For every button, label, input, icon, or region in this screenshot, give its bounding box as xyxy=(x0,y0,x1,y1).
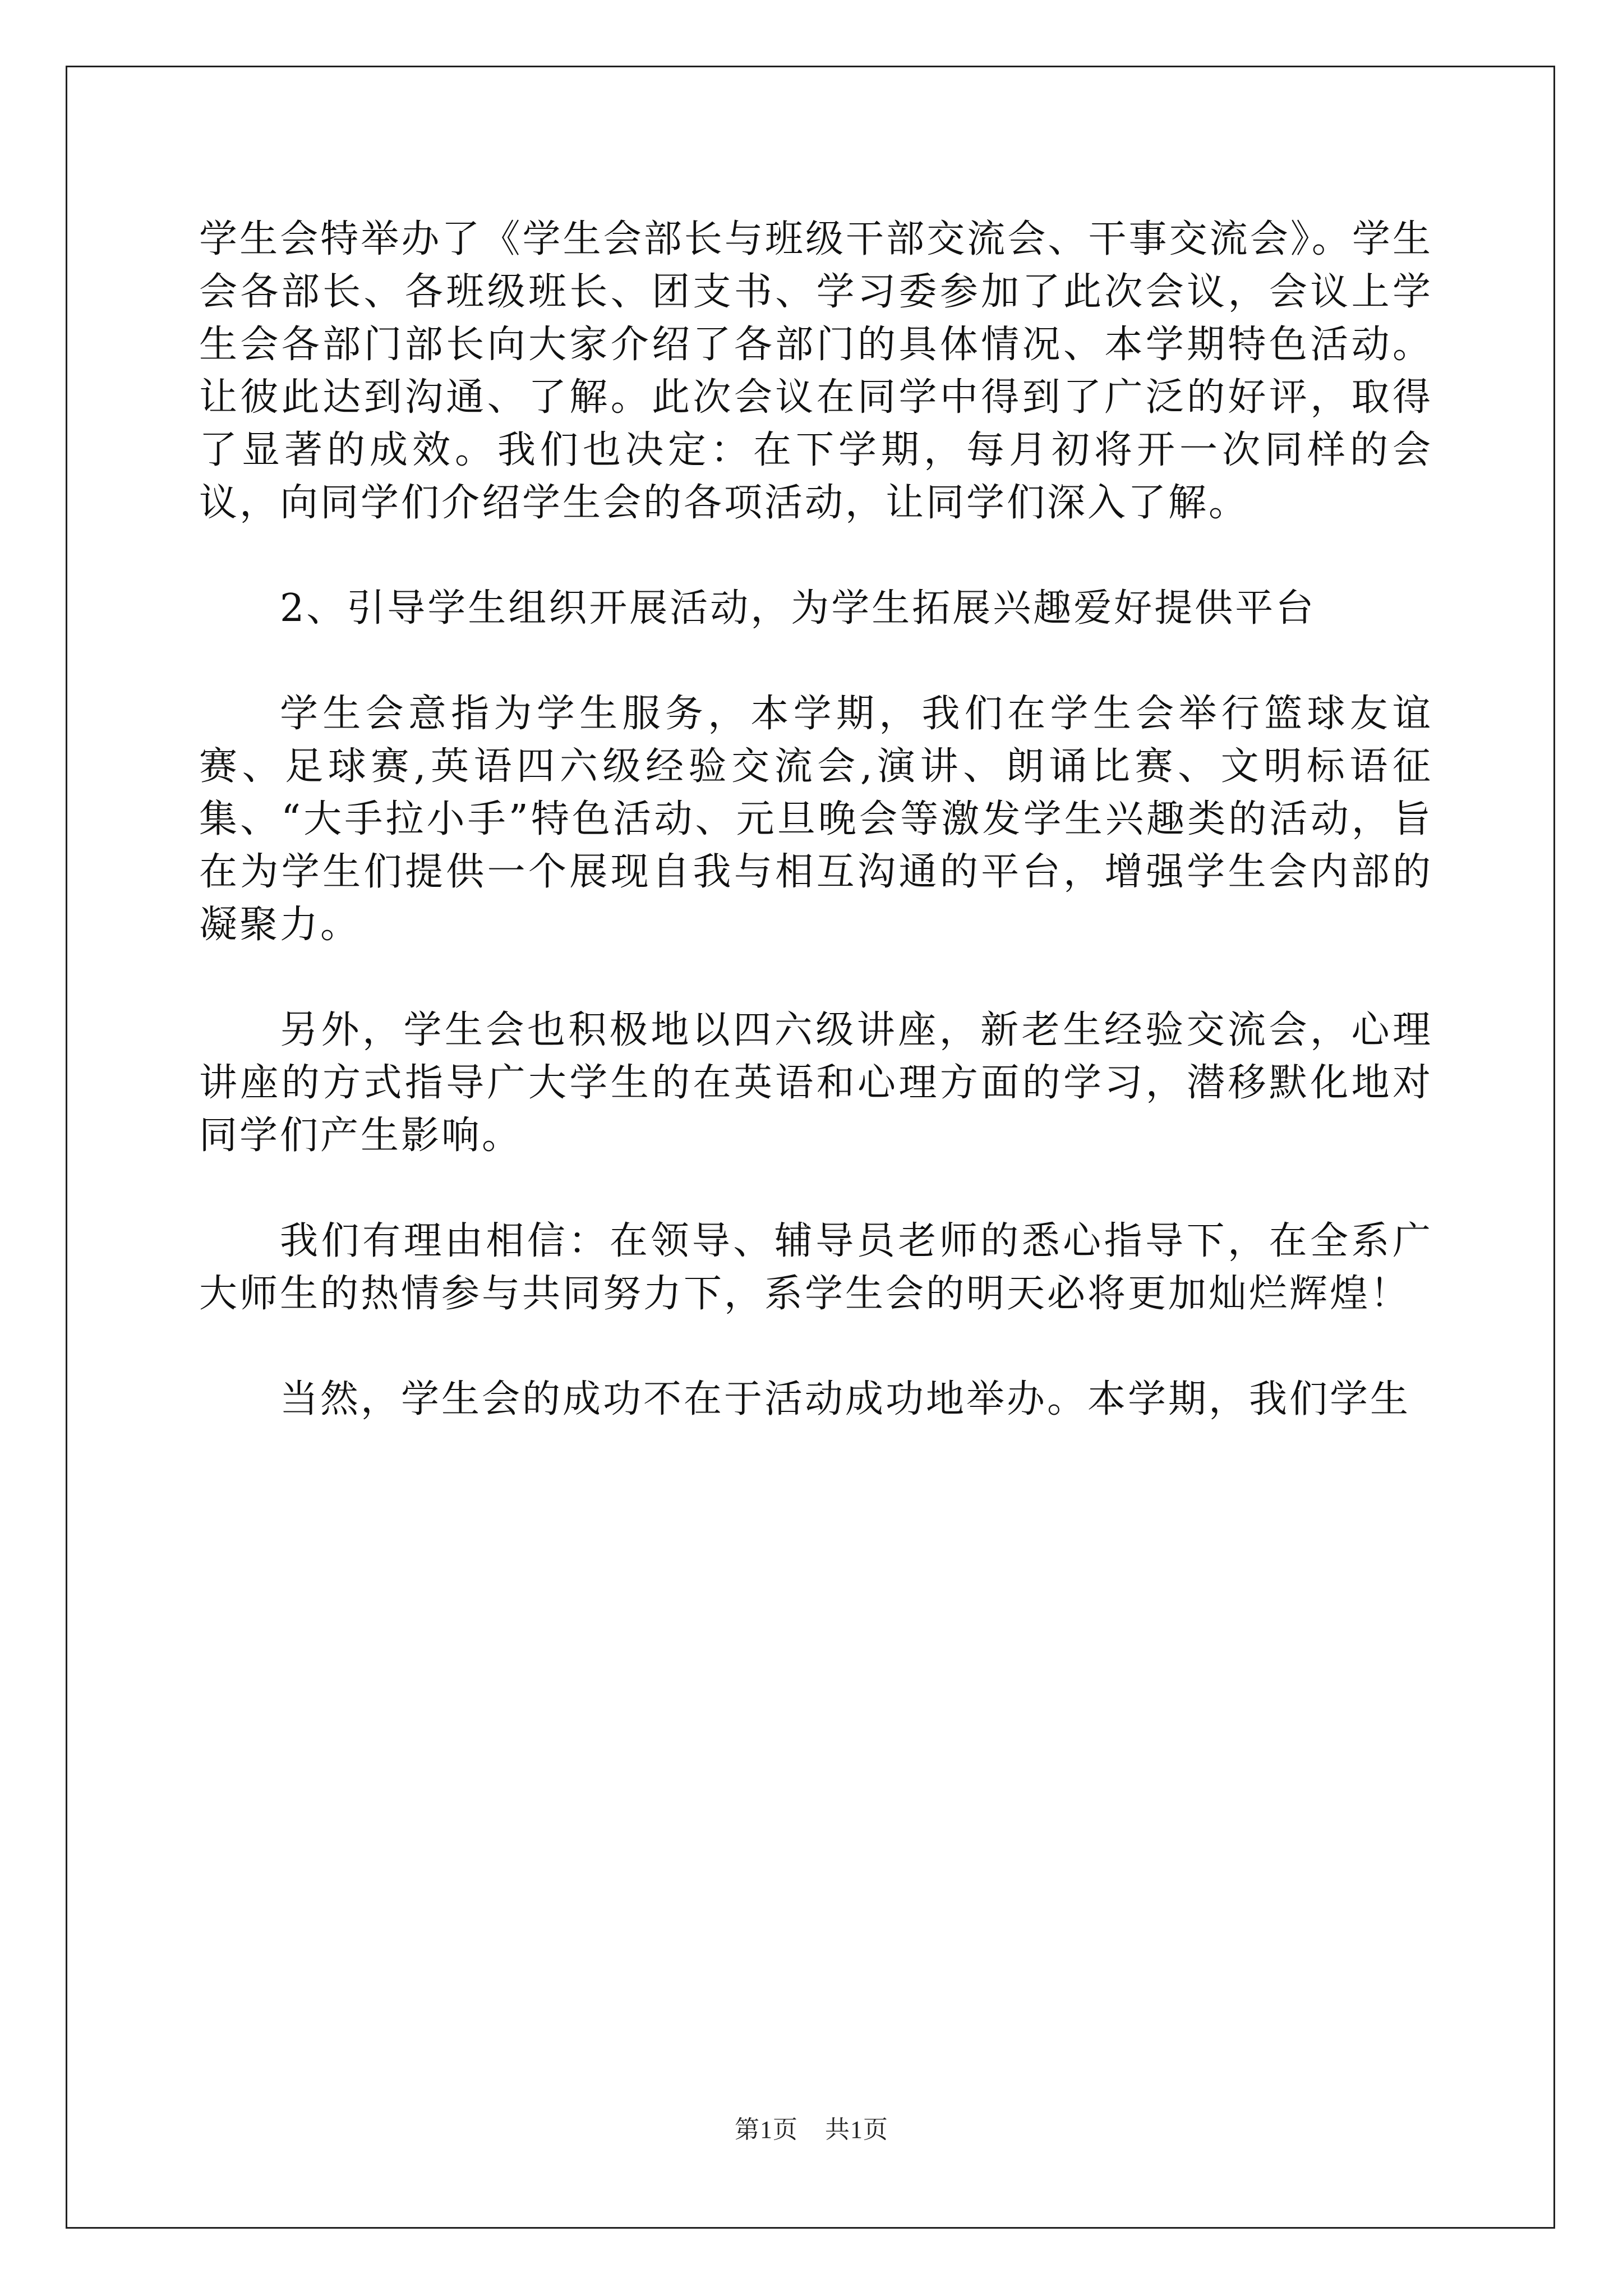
page-total: 共1页 xyxy=(825,2116,888,2143)
paragraph: 学生会特举办了《学生会部长与班级干部交流会、干事交流会》。学生会各部长、各班级班长、团支书、学习委参加了此次会议，会议上学生会各部门部长向大家介绍了各部门的具体情况、本学期特色活动。让彼此达到沟通、了解。此次会议在同学中得到了广泛的好评，取得了显著的成效。我们也决定：在下学期，每月初将开一次同样的会议，向同学们介绍学生会的各项活动，让同学们深入了解。 xyxy=(199,217,1433,525)
page-footer xyxy=(0,2109,1623,2145)
paragraph: 学生会意指为学生服务，本学期，我们在学生会举行篮球友谊赛、足球赛,英语四六级经验交流会,演讲、朗诵比赛、文明标语征集、“大手拉小手”特色活动、元旦晚会等激发学生兴趣类的活动，旨在为学生们提供一个展现自我与相互沟通的平台，增强学生会内部的凝聚力。 xyxy=(199,692,1433,947)
paragraph: 我们有理由相信：在领导、辅导员老师的悉心指导下，在全系广大师生的热情参与共同努力下，系学生会的明天必将更加灿烂辉煌！ xyxy=(199,1219,1433,1316)
document-body xyxy=(199,213,1433,1426)
paragraph: 当然，学生会的成功不在于活动成功地举办。本学期，我们学生 xyxy=(280,1377,1411,1421)
paragraph-heading: 2、引导学生组织开展活动，为学生拓展兴趣爱好提供平台 xyxy=(280,586,1316,631)
paragraph: 另外，学生会也积极地以四六级讲座，新老生经验交流会，心理讲座的方式指导广大学生的在英语和心理方面的学习，潜移默化地对同学们产生影响。 xyxy=(199,1008,1433,1158)
page-number: 第1页 xyxy=(735,2116,798,2143)
